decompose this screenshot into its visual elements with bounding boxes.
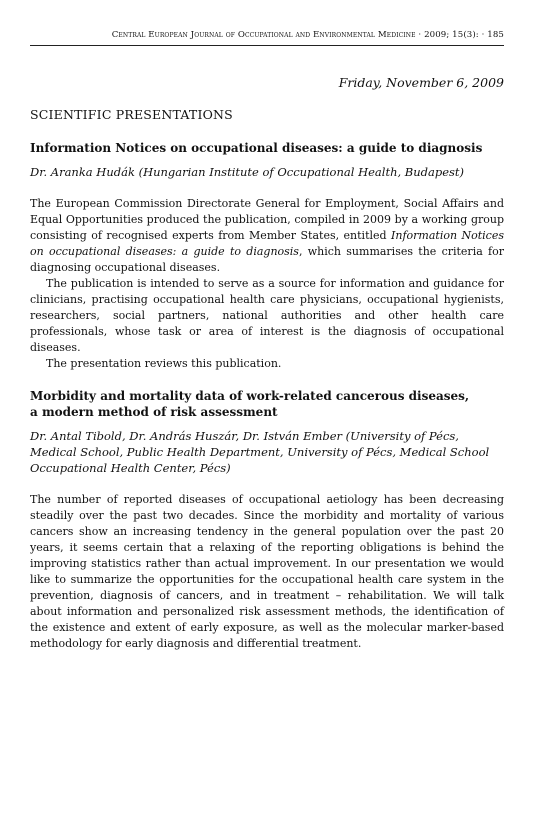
journal-name: entral European Journal of Occupational and Environmental Medicine (118, 30, 416, 40)
article-2-authors-line-1: Dr. Antal Tibold, Dr. András Huszár, Dr. István Ember (University of Pécs, (30, 429, 459, 443)
article-1-paragraph-3: The presentation reviews this publication. (46, 357, 282, 370)
article-2-title-line-2: a modern method of risk assessment (30, 405, 278, 419)
article-2-authors-line-2: Medical School, Public Health Department, University of Pécs, Medical School (30, 445, 490, 459)
section-title: SCIENTIFIC PRESENTATIONS (30, 107, 233, 122)
article-2-authors-line-3: Occupational Health Center, Pécs) (30, 461, 231, 475)
article-1-abstract (30, 196, 504, 372)
session-date: Friday, November 6, 2009 (338, 75, 504, 90)
article-1-p1-italic-title: Information Notices on occupational diseases: a guide to diagnosis (30, 229, 504, 258)
article-1-p1-text-a: The European Commission Directorate General for Employment, Social Affairs and Equal Opportunities produced the publication, compiled in 2009 by a working group consisting of recognised experts from Member States, entitled (30, 197, 504, 242)
article-2-title-line-1: Morbidity and mortality data of work-related cancerous diseases, (30, 389, 470, 403)
header-rule (30, 45, 504, 46)
journal-initial: C (111, 30, 119, 40)
article-1-title: Information Notices on occupational diseases: a guide to diagnosis (30, 141, 483, 155)
article-1-paragraph-1 (30, 196, 504, 276)
article-2-authors (30, 428, 504, 476)
article-1-authors: Dr. Aranka Hudák (Hungarian Institute of Occupational Health, Budapest) (30, 165, 465, 179)
article-1-p1-text-b: , which summarises the criteria for diagnosing occupational diseases. (30, 245, 504, 274)
running-header (30, 30, 504, 40)
journal-citation: · 2009; 15(3): · 185 (415, 30, 504, 40)
article-2-title (30, 388, 504, 420)
article-2-abstract (30, 492, 504, 652)
article-1-paragraph-2: The publication is intended to serve as a source for information and guidance for clinicians, practising occupational health care physicians, occupational hygienists, researchers, social partners, national authorities and other health care professionals, whose task or area of interest is the diagnosis of occupational diseases. (30, 277, 504, 354)
article-2-paragraph-1: The number of reported diseases of occupational aetiology has been decreasing steadily over the past two decades. Since the morbidity and mortality of various cancers show an increasing tendency in the general population over the past 20 years, it seems certain that a relaxing of the reporting obligations is behind the improving statistics rather than actual improvement. In our presentation we would like to summarize the opportunities for the occupational health care system in the prevention, diagnosis of cancers, and in treatment – rehabilitation. We will talk about information and personalized risk assessment methods, the identification of the existence and extent of early exposure, as well as the molecular marker-based methodology for early diagnosis and differential treatment. (30, 493, 504, 650)
